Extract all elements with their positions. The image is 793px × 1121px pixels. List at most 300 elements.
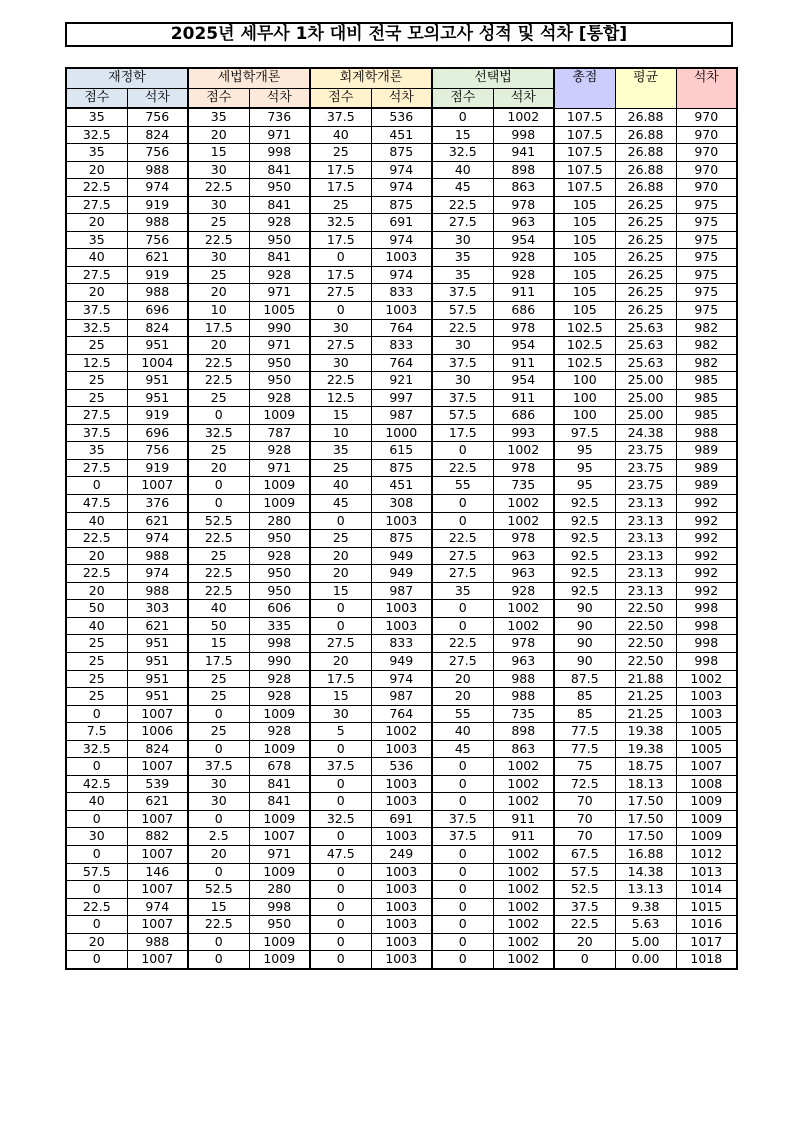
table-cell: 963 xyxy=(493,565,554,583)
table-cell: 17.5 xyxy=(310,670,371,688)
table-row xyxy=(66,600,737,618)
table-cell: 25.00 xyxy=(615,372,676,390)
table-cell: 1002 xyxy=(493,108,554,126)
table-cell: 25 xyxy=(188,547,249,565)
table-cell: 882 xyxy=(127,828,188,846)
table-cell: 1003 xyxy=(676,688,737,706)
table-cell: 1002 xyxy=(676,670,737,688)
table-cell: 841 xyxy=(249,249,310,267)
header-average: 평균 xyxy=(615,68,676,108)
table-cell: 13.13 xyxy=(615,881,676,899)
table-row xyxy=(66,161,737,179)
table-cell: 12.5 xyxy=(310,389,371,407)
table-cell: 22.5 xyxy=(432,459,493,477)
table-cell: 21.25 xyxy=(615,705,676,723)
table-cell: 1002 xyxy=(493,845,554,863)
table-cell: 22.50 xyxy=(615,600,676,618)
table-cell: 0 xyxy=(432,951,493,969)
table-cell: 875 xyxy=(371,530,432,548)
table-cell: 25 xyxy=(188,214,249,232)
table-cell: 1002 xyxy=(493,933,554,951)
table-cell: 27.5 xyxy=(66,459,127,477)
table-cell: 1015 xyxy=(676,898,737,916)
table-cell: 21.25 xyxy=(615,688,676,706)
table-cell: 841 xyxy=(249,793,310,811)
table-cell: 19.38 xyxy=(615,723,676,741)
table-cell: 26.25 xyxy=(615,284,676,302)
table-cell: 0 xyxy=(188,495,249,513)
table-cell: 963 xyxy=(493,214,554,232)
table-cell: 35 xyxy=(310,442,371,460)
table-cell: 22.5 xyxy=(66,179,127,197)
table-cell: 22.50 xyxy=(615,617,676,635)
table-cell: 107.5 xyxy=(554,126,615,144)
table-cell: 1017 xyxy=(676,933,737,951)
table-cell: 22.5 xyxy=(188,372,249,390)
table-row xyxy=(66,214,737,232)
table-cell: 756 xyxy=(127,144,188,162)
table-cell: 35 xyxy=(188,108,249,126)
table-cell: 23.13 xyxy=(615,495,676,513)
table-cell: 42.5 xyxy=(66,775,127,793)
table-row xyxy=(66,547,737,565)
table-cell: 1003 xyxy=(371,863,432,881)
table-cell: 20 xyxy=(310,565,371,583)
table-cell: 950 xyxy=(249,372,310,390)
table-cell: 75 xyxy=(554,758,615,776)
table-cell: 0 xyxy=(66,810,127,828)
table-row xyxy=(66,635,737,653)
table-cell: 1007 xyxy=(127,845,188,863)
table-cell: 974 xyxy=(371,670,432,688)
table-cell: 90 xyxy=(554,652,615,670)
table-cell: 146 xyxy=(127,863,188,881)
table-cell: 20 xyxy=(432,688,493,706)
table-cell: 57.5 xyxy=(66,863,127,881)
table-cell: 17.5 xyxy=(310,231,371,249)
table-cell: 735 xyxy=(493,705,554,723)
table-cell: 974 xyxy=(371,161,432,179)
table-cell: 989 xyxy=(676,477,737,495)
table-cell: 35 xyxy=(66,231,127,249)
table-cell: 30 xyxy=(188,196,249,214)
table-cell: 735 xyxy=(493,477,554,495)
table-cell: 0 xyxy=(310,600,371,618)
table-cell: 919 xyxy=(127,266,188,284)
table-cell: 26.25 xyxy=(615,249,676,267)
table-cell: 37.5 xyxy=(432,354,493,372)
table-cell: 0 xyxy=(554,951,615,969)
table-cell: 691 xyxy=(371,214,432,232)
table-cell: 756 xyxy=(127,231,188,249)
table-cell: 40 xyxy=(66,793,127,811)
table-cell: 1003 xyxy=(371,828,432,846)
table-cell: 20 xyxy=(188,126,249,144)
table-cell: 0 xyxy=(432,898,493,916)
table-cell: 17.50 xyxy=(615,793,676,811)
table-cell: 0 xyxy=(310,863,371,881)
table-cell: 911 xyxy=(493,828,554,846)
table-cell: 15 xyxy=(310,407,371,425)
table-cell: 20 xyxy=(432,670,493,688)
table-cell: 22.5 xyxy=(188,231,249,249)
table-cell: 950 xyxy=(249,231,310,249)
table-cell: 686 xyxy=(493,407,554,425)
table-cell: 451 xyxy=(371,477,432,495)
table-cell: 0 xyxy=(66,916,127,934)
table-cell: 0 xyxy=(310,775,371,793)
table-cell: 970 xyxy=(676,126,737,144)
table-cell: 25 xyxy=(66,337,127,355)
table-cell: 32.5 xyxy=(188,424,249,442)
table-cell: 30 xyxy=(188,793,249,811)
table-cell: 764 xyxy=(371,354,432,372)
table-cell: 963 xyxy=(493,652,554,670)
table-cell: 824 xyxy=(127,740,188,758)
table-cell: 17.5 xyxy=(432,424,493,442)
table-cell: 22.5 xyxy=(432,530,493,548)
table-cell: 974 xyxy=(127,565,188,583)
table-cell: 85 xyxy=(554,705,615,723)
table-cell: 23.13 xyxy=(615,512,676,530)
table-cell: 621 xyxy=(127,617,188,635)
table-cell: 911 xyxy=(493,354,554,372)
table-cell: 20 xyxy=(188,845,249,863)
table-cell: 20 xyxy=(188,284,249,302)
table-cell: 985 xyxy=(676,372,737,390)
table-cell: 17.5 xyxy=(310,179,371,197)
table-cell: 15 xyxy=(188,898,249,916)
page-title: 2025년 세무사 1차 대비 전국 모의고사 성적 및 석차 [통합] xyxy=(65,22,733,47)
header-elective-rank: 석차 xyxy=(493,89,554,109)
table-cell: 921 xyxy=(371,372,432,390)
table-cell: 678 xyxy=(249,758,310,776)
table-cell: 335 xyxy=(249,617,310,635)
table-cell: 35 xyxy=(432,582,493,600)
table-cell: 988 xyxy=(127,582,188,600)
table-cell: 988 xyxy=(127,284,188,302)
table-cell: 970 xyxy=(676,179,737,197)
table-cell: 26.25 xyxy=(615,214,676,232)
table-cell: 107.5 xyxy=(554,179,615,197)
table-cell: 974 xyxy=(371,179,432,197)
table-body xyxy=(66,108,737,969)
table-cell: 72.5 xyxy=(554,775,615,793)
table-cell: 451 xyxy=(371,126,432,144)
table-cell: 863 xyxy=(493,740,554,758)
table-cell: 1003 xyxy=(371,600,432,618)
table-cell: 975 xyxy=(676,284,737,302)
table-cell: 0 xyxy=(310,933,371,951)
table-cell: 993 xyxy=(493,424,554,442)
table-cell: 974 xyxy=(127,530,188,548)
table-cell: 875 xyxy=(371,459,432,477)
table-cell: 17.5 xyxy=(188,319,249,337)
table-cell: 863 xyxy=(493,179,554,197)
table-cell: 30 xyxy=(188,161,249,179)
table-cell: 23.13 xyxy=(615,582,676,600)
table-row xyxy=(66,810,737,828)
table-cell: 23.75 xyxy=(615,442,676,460)
table-cell: 1009 xyxy=(249,705,310,723)
table-cell: 998 xyxy=(249,635,310,653)
table-cell: 1009 xyxy=(249,810,310,828)
table-cell: 17.5 xyxy=(188,652,249,670)
table-cell: 975 xyxy=(676,249,737,267)
table-cell: 985 xyxy=(676,389,737,407)
table-row xyxy=(66,319,737,337)
table-row xyxy=(66,144,737,162)
table-cell: 1008 xyxy=(676,775,737,793)
table-cell: 26.88 xyxy=(615,144,676,162)
table-cell: 25 xyxy=(188,266,249,284)
table-cell: 975 xyxy=(676,266,737,284)
table-cell: 27.5 xyxy=(432,565,493,583)
table-cell: 303 xyxy=(127,600,188,618)
table-cell: 37.5 xyxy=(432,389,493,407)
table-cell: 27.5 xyxy=(310,635,371,653)
table-cell: 57.5 xyxy=(432,407,493,425)
table-cell: 1009 xyxy=(249,951,310,969)
table-cell: 975 xyxy=(676,196,737,214)
table-cell: 22.5 xyxy=(188,582,249,600)
table-cell: 950 xyxy=(249,582,310,600)
table-cell: 92.5 xyxy=(554,512,615,530)
table-cell: 1002 xyxy=(493,775,554,793)
table-cell: 998 xyxy=(249,898,310,916)
table-cell: 26.88 xyxy=(615,108,676,126)
table-cell: 1002 xyxy=(493,898,554,916)
table-cell: 15 xyxy=(432,126,493,144)
header-finance-rank: 석차 xyxy=(127,89,188,109)
table-cell: 997 xyxy=(371,389,432,407)
table-row xyxy=(66,179,737,197)
table-cell: 971 xyxy=(249,337,310,355)
table-cell: 77.5 xyxy=(554,740,615,758)
table-cell: 985 xyxy=(676,407,737,425)
table-cell: 1009 xyxy=(249,933,310,951)
table-cell: 974 xyxy=(371,231,432,249)
table-cell: 696 xyxy=(127,424,188,442)
table-cell: 954 xyxy=(493,372,554,390)
table-cell: 22.5 xyxy=(66,898,127,916)
table-cell: 1002 xyxy=(493,916,554,934)
table-row xyxy=(66,898,737,916)
table-cell: 25 xyxy=(188,442,249,460)
table-cell: 25 xyxy=(310,459,371,477)
table-cell: 982 xyxy=(676,337,737,355)
score-table xyxy=(65,67,738,970)
table-cell: 25.63 xyxy=(615,319,676,337)
table-cell: 18.75 xyxy=(615,758,676,776)
table-cell: 23.13 xyxy=(615,530,676,548)
table-cell: 1009 xyxy=(676,828,737,846)
table-cell: 25 xyxy=(66,670,127,688)
table-cell: 1007 xyxy=(127,951,188,969)
table-cell: 27.5 xyxy=(432,547,493,565)
table-row xyxy=(66,407,737,425)
table-cell: 988 xyxy=(493,670,554,688)
table-cell: 0 xyxy=(310,898,371,916)
table-cell: 55 xyxy=(432,705,493,723)
table-cell: 970 xyxy=(676,108,737,126)
table-cell: 15 xyxy=(188,635,249,653)
table-cell: 10 xyxy=(188,302,249,320)
table-cell: 23.13 xyxy=(615,565,676,583)
table-row xyxy=(66,196,737,214)
table-cell: 100 xyxy=(554,372,615,390)
table-cell: 974 xyxy=(371,266,432,284)
table-cell: 105 xyxy=(554,266,615,284)
table-cell: 919 xyxy=(127,196,188,214)
table-cell: 0 xyxy=(310,793,371,811)
table-cell: 615 xyxy=(371,442,432,460)
table-row xyxy=(66,424,737,442)
header-accounting-score: 점수 xyxy=(310,89,371,109)
table-cell: 26.25 xyxy=(615,266,676,284)
table-cell: 17.50 xyxy=(615,828,676,846)
table-cell: 25.63 xyxy=(615,337,676,355)
table-cell: 50 xyxy=(66,600,127,618)
table-cell: 70 xyxy=(554,793,615,811)
table-row xyxy=(66,705,737,723)
table-row xyxy=(66,266,737,284)
table-row xyxy=(66,442,737,460)
header-finance-score: 점수 xyxy=(66,89,127,109)
table-cell: 25 xyxy=(66,389,127,407)
table-cell: 87.5 xyxy=(554,670,615,688)
table-cell: 15 xyxy=(310,582,371,600)
table-cell: 22.5 xyxy=(432,196,493,214)
header-accounting-rank: 석차 xyxy=(371,89,432,109)
table-cell: 32.5 xyxy=(432,144,493,162)
table-cell: 1004 xyxy=(127,354,188,372)
table-cell: 1003 xyxy=(371,302,432,320)
table-cell: 95 xyxy=(554,459,615,477)
table-cell: 27.5 xyxy=(66,266,127,284)
table-cell: 1002 xyxy=(493,512,554,530)
table-cell: 1007 xyxy=(127,881,188,899)
table-cell: 1002 xyxy=(493,951,554,969)
table-cell: 25 xyxy=(66,635,127,653)
table-cell: 25 xyxy=(310,144,371,162)
table-cell: 7.5 xyxy=(66,723,127,741)
table-cell: 23.75 xyxy=(615,477,676,495)
table-cell: 20 xyxy=(66,933,127,951)
table-cell: 951 xyxy=(127,389,188,407)
table-cell: 37.5 xyxy=(310,108,371,126)
table-cell: 992 xyxy=(676,565,737,583)
table-cell: 32.5 xyxy=(310,810,371,828)
table-cell: 25 xyxy=(310,530,371,548)
table-cell: 57.5 xyxy=(432,302,493,320)
table-cell: 950 xyxy=(249,179,310,197)
table-cell: 998 xyxy=(249,144,310,162)
table-cell: 0 xyxy=(310,828,371,846)
table-cell: 950 xyxy=(249,530,310,548)
header-finance: 재정학 xyxy=(66,68,188,89)
table-cell: 1003 xyxy=(371,916,432,934)
table-row xyxy=(66,337,737,355)
table-cell: 764 xyxy=(371,319,432,337)
table-cell: 30 xyxy=(432,231,493,249)
table-cell: 982 xyxy=(676,354,737,372)
table-cell: 987 xyxy=(371,688,432,706)
table-cell: 0 xyxy=(310,740,371,758)
table-cell: 928 xyxy=(249,688,310,706)
table-cell: 37.5 xyxy=(66,302,127,320)
table-row xyxy=(66,688,737,706)
table-cell: 0 xyxy=(310,249,371,267)
table-cell: 0 xyxy=(188,407,249,425)
table-cell: 55 xyxy=(432,477,493,495)
table-cell: 971 xyxy=(249,459,310,477)
table-cell: 988 xyxy=(493,688,554,706)
table-cell: 536 xyxy=(371,758,432,776)
table-cell: 0 xyxy=(188,705,249,723)
table-cell: 27.5 xyxy=(66,407,127,425)
table-cell: 1003 xyxy=(371,249,432,267)
table-cell: 954 xyxy=(493,231,554,249)
table-cell: 1009 xyxy=(249,740,310,758)
table-cell: 950 xyxy=(249,354,310,372)
table-cell: 1002 xyxy=(493,442,554,460)
table-row xyxy=(66,652,737,670)
table-cell: 25 xyxy=(188,723,249,741)
table-cell: 20 xyxy=(188,337,249,355)
table-cell: 982 xyxy=(676,319,737,337)
table-row xyxy=(66,775,737,793)
table-cell: 1009 xyxy=(249,407,310,425)
table-cell: 875 xyxy=(371,196,432,214)
table-cell: 35 xyxy=(66,108,127,126)
table-cell: 928 xyxy=(249,547,310,565)
table-cell: 105 xyxy=(554,249,615,267)
table-cell: 621 xyxy=(127,249,188,267)
table-cell: 1007 xyxy=(676,758,737,776)
table-cell: 32.5 xyxy=(66,319,127,337)
header-rank: 석차 xyxy=(676,68,737,108)
table-cell: 37.5 xyxy=(66,424,127,442)
table-cell: 10 xyxy=(310,424,371,442)
table-cell: 951 xyxy=(127,688,188,706)
table-cell: 756 xyxy=(127,442,188,460)
table-cell: 26.25 xyxy=(615,302,676,320)
table-row xyxy=(66,740,737,758)
table-cell: 26.88 xyxy=(615,126,676,144)
table-cell: 47.5 xyxy=(310,845,371,863)
table-cell: 1018 xyxy=(676,951,737,969)
header-tax-rank: 석차 xyxy=(249,89,310,109)
table-cell: 22.50 xyxy=(615,635,676,653)
table-row xyxy=(66,354,737,372)
table-cell: 0 xyxy=(432,108,493,126)
table-cell: 30 xyxy=(310,319,371,337)
table-cell: 30 xyxy=(432,337,493,355)
table-cell: 1003 xyxy=(676,705,737,723)
table-row xyxy=(66,845,737,863)
header-accounting: 회계학개론 xyxy=(310,68,432,89)
table-cell: 919 xyxy=(127,407,188,425)
table-cell: 20 xyxy=(66,547,127,565)
table-cell: 27.5 xyxy=(432,214,493,232)
table-cell: 536 xyxy=(371,108,432,126)
table-cell: 992 xyxy=(676,582,737,600)
table-cell: 975 xyxy=(676,302,737,320)
table-cell: 67.5 xyxy=(554,845,615,863)
table-cell: 19.38 xyxy=(615,740,676,758)
table-cell: 833 xyxy=(371,284,432,302)
